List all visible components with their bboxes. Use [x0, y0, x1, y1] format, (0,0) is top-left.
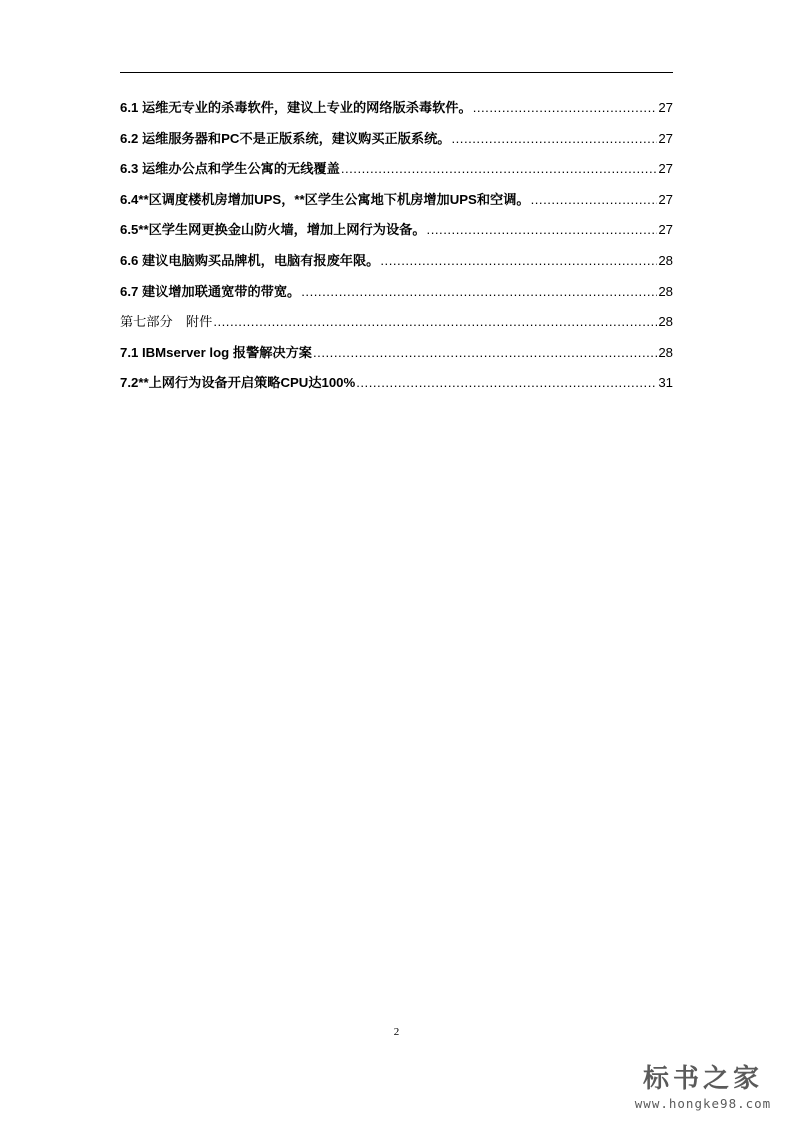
toc-entry-7-2[interactable]: [120, 371, 673, 402]
toc-entry-6-4[interactable]: [120, 188, 673, 219]
toc-entry-title: 6.6 建议电脑购买品牌机，电脑有报废年限。: [120, 252, 380, 268]
toc-entry-6-2[interactable]: [120, 127, 673, 158]
watermark-logo: 标书之家: [642, 1064, 763, 1094]
toc-page-number: 28: [658, 344, 673, 360]
toc-dot-leader: [473, 96, 658, 120]
toc-entry-part-7[interactable]: [120, 310, 673, 341]
toc-dot-leader: [531, 188, 658, 212]
toc-entry-title: 7.2**上网行为设备开启策略CPU达100%: [120, 375, 356, 391]
toc-page-number: 28: [658, 314, 673, 330]
toc-entry-title: 6.7 建议增加联通宽带的带宽。: [120, 283, 301, 299]
toc-page-number: 27: [658, 161, 673, 177]
toc-entry-title: 6.5**区学生网更换金山防火墙，增加上网行为设备。: [120, 222, 426, 238]
table-of-contents: [120, 96, 673, 402]
watermark-url: www.hongke98.com: [634, 1096, 772, 1111]
toc-entry-title: 6.4**区调度楼机房增加UPS，**区学生公寓地下机房增加UPS和空调。: [120, 191, 530, 207]
toc-page-number: 27: [658, 130, 673, 146]
toc-page-number: 27: [658, 222, 673, 238]
toc-page-number: 31: [658, 375, 673, 391]
toc-dot-leader: [341, 157, 658, 181]
toc-entry-title: 7.1 IBMserver log 报警解决方案: [120, 344, 312, 360]
toc-dot-leader: [380, 249, 657, 273]
toc-dot-leader: [427, 218, 658, 242]
toc-entry-6-6[interactable]: [120, 249, 673, 280]
toc-dot-leader: [313, 341, 657, 365]
toc-dot-leader: [451, 127, 657, 151]
toc-dot-leader: [356, 371, 657, 395]
toc-entry-6-3[interactable]: [120, 157, 673, 188]
page-number: 2: [393, 1026, 400, 1038]
toc-entry-6-1[interactable]: [120, 96, 673, 127]
watermark: [623, 1062, 783, 1112]
toc-page-number: 27: [658, 191, 673, 207]
toc-dot-leader: [213, 310, 657, 334]
header-rule: [120, 72, 673, 73]
toc-entry-6-7[interactable]: [120, 280, 673, 311]
toc-dot-leader: [301, 280, 657, 304]
toc-entry-title: 6.1 运维无专业的杀毒软件，建议上专业的网络版杀毒软件。: [120, 100, 472, 115]
toc-entry-title: 第七部分 附件: [120, 314, 213, 330]
toc-entry-6-5[interactable]: [120, 218, 673, 249]
toc-page-number: 27: [658, 100, 673, 115]
toc-entry-title: 6.3 运维办公点和学生公寓的无线覆盖: [120, 161, 340, 177]
toc-entry-title: 6.2 运维服务器和PC不是正版系统，建议购买正版系统。: [120, 130, 451, 146]
toc-page-number: 28: [658, 252, 673, 268]
toc-page-number: 28: [658, 283, 673, 299]
toc-entry-7-1[interactable]: [120, 341, 673, 372]
